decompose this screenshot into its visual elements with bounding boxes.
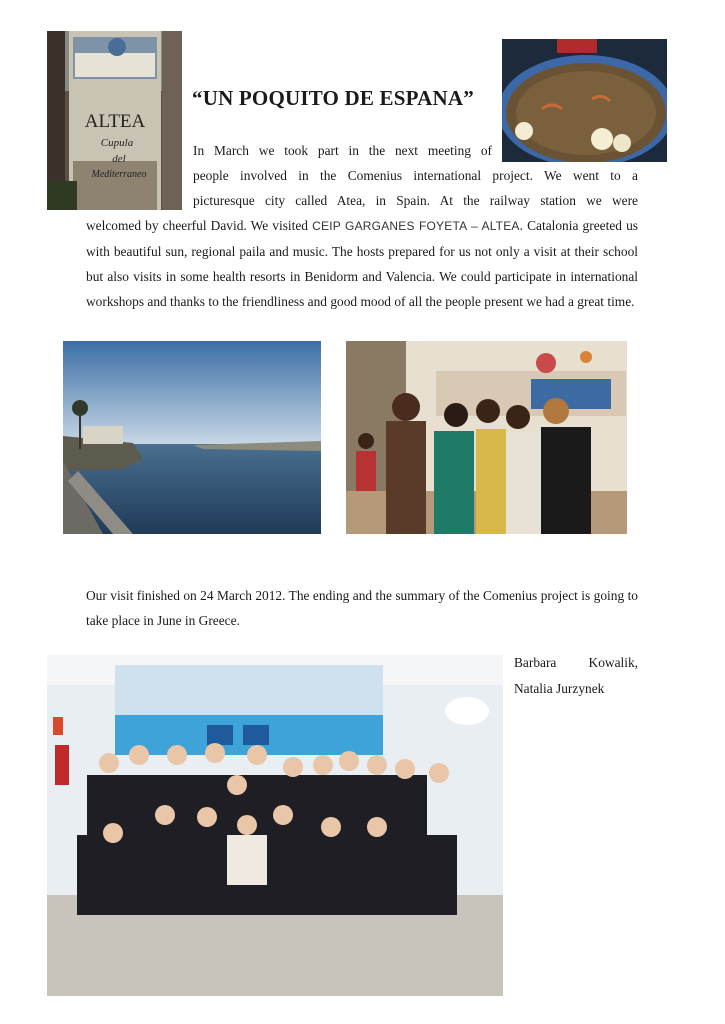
page-title: “UN POQUITO DE ESPANA” [192,86,474,110]
paella-photo [502,39,667,162]
classroom-photo [346,341,627,534]
altea-sign-photo [47,31,182,210]
intro-line-1: In March we took part in the next meeting of [193,143,492,158]
closing-paragraph: Our visit finished on 24 March 2012. The ending and the summary of the Comenius project is going to take place in June in Greece. [86,588,638,628]
group-photo [47,655,503,996]
sign-text-altea: ALTEA [84,111,146,132]
seaside-photo [63,341,321,534]
school-name: CEIP GARGANES FOYETA – ALTEA [312,219,520,233]
svg-text:Mediterraneo: Mediterraneo [91,169,147,180]
intro-lines-2-3: people involved in the Comenius international project. We went to a picturesque city called Atea, in Spain. At the railway station we were [193,168,638,208]
author-signature: Barbara Kowalik, Natalia Jurzynek [514,655,638,696]
svg-text:Cupula: Cupula [100,137,134,149]
svg-text:del: del [112,153,126,165]
intro-paragraph-rest: welcomed by cheerful David. We visited CEIP GARGANES FOYETA – ALTEA. Catalonia greeted us with beautiful sun, regional paila and music. The hosts prepared for us not only a visit at their school but also visits in some health resorts in Benidorm and Valencia. We could participate in international workshops and thanks to the friendliness and good mood of all the people present we had a great time. [86,218,638,309]
